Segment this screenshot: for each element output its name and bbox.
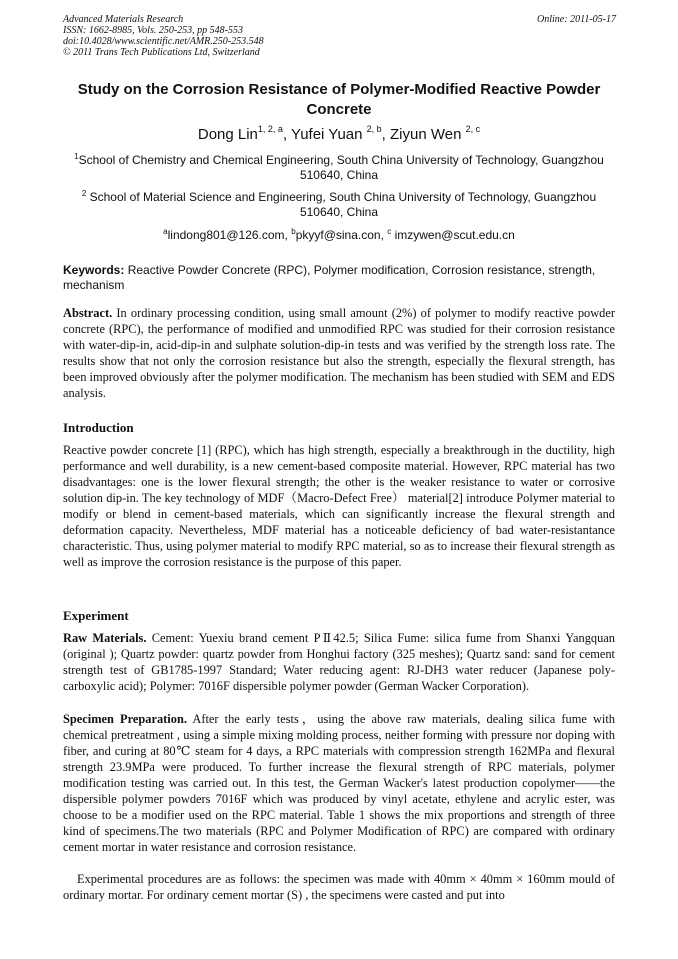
author-emails: $^a$lindong801@126.com, $^b$pkyyf@sina.con, $^c$ imzywen@scut.edu.cn bbox=[163, 227, 515, 242]
author-affil-mark: 2, c bbox=[465, 124, 481, 134]
online-date: Online: 2011-05-17 bbox=[537, 14, 616, 25]
abstract-label: Abstract. bbox=[63, 306, 113, 320]
doi-line: doi:10.4028/www.scientific.net/AMR.250-253.548 bbox=[63, 36, 264, 47]
abstract-text: In ordinary processing condition, using small amount (2%) of polymer to modify reactive powder concrete (RPC), the performance of modified and unmodified RPC was studied for their corrosion resistance with water-dip-in, acid-dip-in and sulphate solution-dip-in tests and was verified by the strength loss rate. The results show that not only the corrosion resistance but also the strength, especially the flexural strength, has been improved obviously after the polymer modification. The mechanism has been studied with SEM and EDS analysis. bbox=[63, 306, 615, 400]
introduction-paragraph: Reactive powder concrete [1] (RPC), which has high strength, especially a breakthrough in the ductility, high performance and well durability, is a new cement-based composite material. However, RPC material has two disadvantages: one is the lower flexural strength; the other is the weaker resistance to water or corrosive solution dip-in. The key technology of MDF（Macro-Defect Free） material[2] introduce Polymer material to modify or blend in cement-based materials, which can significantly increase the flexural strength and deformation capacity. Nevertheless, MDF material has a noticeable deficiency of bad water-resistantance characteristic. Thus, using polymer material to modify RPC material, so as to increase their flexural strength as well as improve the corrosion resistance is the purpose of this paper. bbox=[63, 443, 615, 569]
keywords-label: Keywords: bbox=[63, 263, 125, 277]
paper-title: Study on the Corrosion Resistance of Polymer-Modified Reactive Powder Concrete bbox=[77, 81, 601, 118]
author-affil-mark: 2, b bbox=[366, 124, 382, 134]
author-list: Dong Lin$^{1, 2, a}$, Yufei Yuan $^{2, b}$, Ziyun Wen $^{2, c}$ bbox=[197, 124, 481, 143]
journal-header bbox=[63, 14, 264, 58]
section-heading-introduction: Introduction bbox=[63, 420, 134, 435]
affiliation-2: $^2$ School of Material Science and Engineering, South China University of Technology, Guangzhou 510640, China bbox=[81, 189, 597, 219]
keywords bbox=[63, 263, 615, 293]
email-link: pkyyf@sina.con, bbox=[295, 228, 388, 242]
specimen-preparation-paragraph: Specimen Preparation. After the early tests，using the above raw materials, dealing silica fume with chemical pretreatment , using a simple mixing molding process, neither forming with pressure nor doping with fiber, and curing at 80℃ steam for 4 days, a RPC materials with compression strength 162MPa and flexural strength 23.9MPa were produced. To further increase the flexural strength of RPC materials, polymer modification testing was carried out. In this test, the German Wacker's latest production copolymer——the dispersible polymer powders 7016F which was produced by vinyl acetate, ethylene and acrylic ester, was choose to be a modifier used on the RPC material. Table 1 shows the mix proportions and strength of three kind of specimens.The two materials (RPC and Polymer Modification of RPC) are compared with ordinary cement mortar in water resistance and corrosion resistance. bbox=[63, 712, 615, 854]
procedure-paragraph: Experimental procedures are as follows: the specimen was made with 40mm × 40mm × 160mm mould of ordinary mortar. For ordinary cement mortar (S) , the specimens were casted and put into bbox=[63, 872, 615, 902]
keywords-text: Reactive Powder Concrete (RPC), Polymer modification, Corrosion resistance, strength, mechanism bbox=[63, 263, 596, 292]
journal-name: Advanced Materials Research bbox=[63, 14, 184, 25]
email-link: lindong801@126.com, bbox=[167, 228, 292, 242]
author-name: Yufei Yuan bbox=[291, 126, 367, 143]
author-affil-mark: 1, 2, a bbox=[257, 124, 283, 134]
issn-line: ISSN: 1662-8985, Vols. 250-253, pp 548-553 bbox=[63, 25, 243, 36]
author-name: Ziyun Wen bbox=[390, 126, 466, 143]
raw-materials-paragraph: Raw Materials. Cement: Yuexiu brand cement PⅡ42.5; Silica Fume: silica fume from Shanxi Yangquan (original ); Quartz powder: quartz powder from Honghui factory (325 meshes); Quartz sand: sand for cement strength test of GB1785-1997 Standard; Water reducing agent: RJ-DH3 water reducer (Japanese poly-carboxylic acid); Polymer: 7016F dispersible polymer powder (German Wacker Corporation). bbox=[63, 631, 615, 693]
specimen-preparation-label: Specimen Preparation. bbox=[63, 712, 187, 726]
abstract bbox=[63, 305, 615, 401]
section-heading-experiment: Experiment bbox=[63, 608, 129, 623]
affiliation-1: $^1$School of Chemistry and Chemical Engineering, South China University of Technology, Guangzhou 510640, China bbox=[74, 152, 604, 182]
author-name: Dong Lin bbox=[197, 126, 258, 143]
raw-materials-label: Raw Materials. bbox=[63, 631, 147, 645]
copyright-line: © 2011 Trans Tech Publications Ltd, Switzerland bbox=[63, 47, 260, 58]
email-link: imzywen@scut.edu.cn bbox=[391, 228, 515, 242]
